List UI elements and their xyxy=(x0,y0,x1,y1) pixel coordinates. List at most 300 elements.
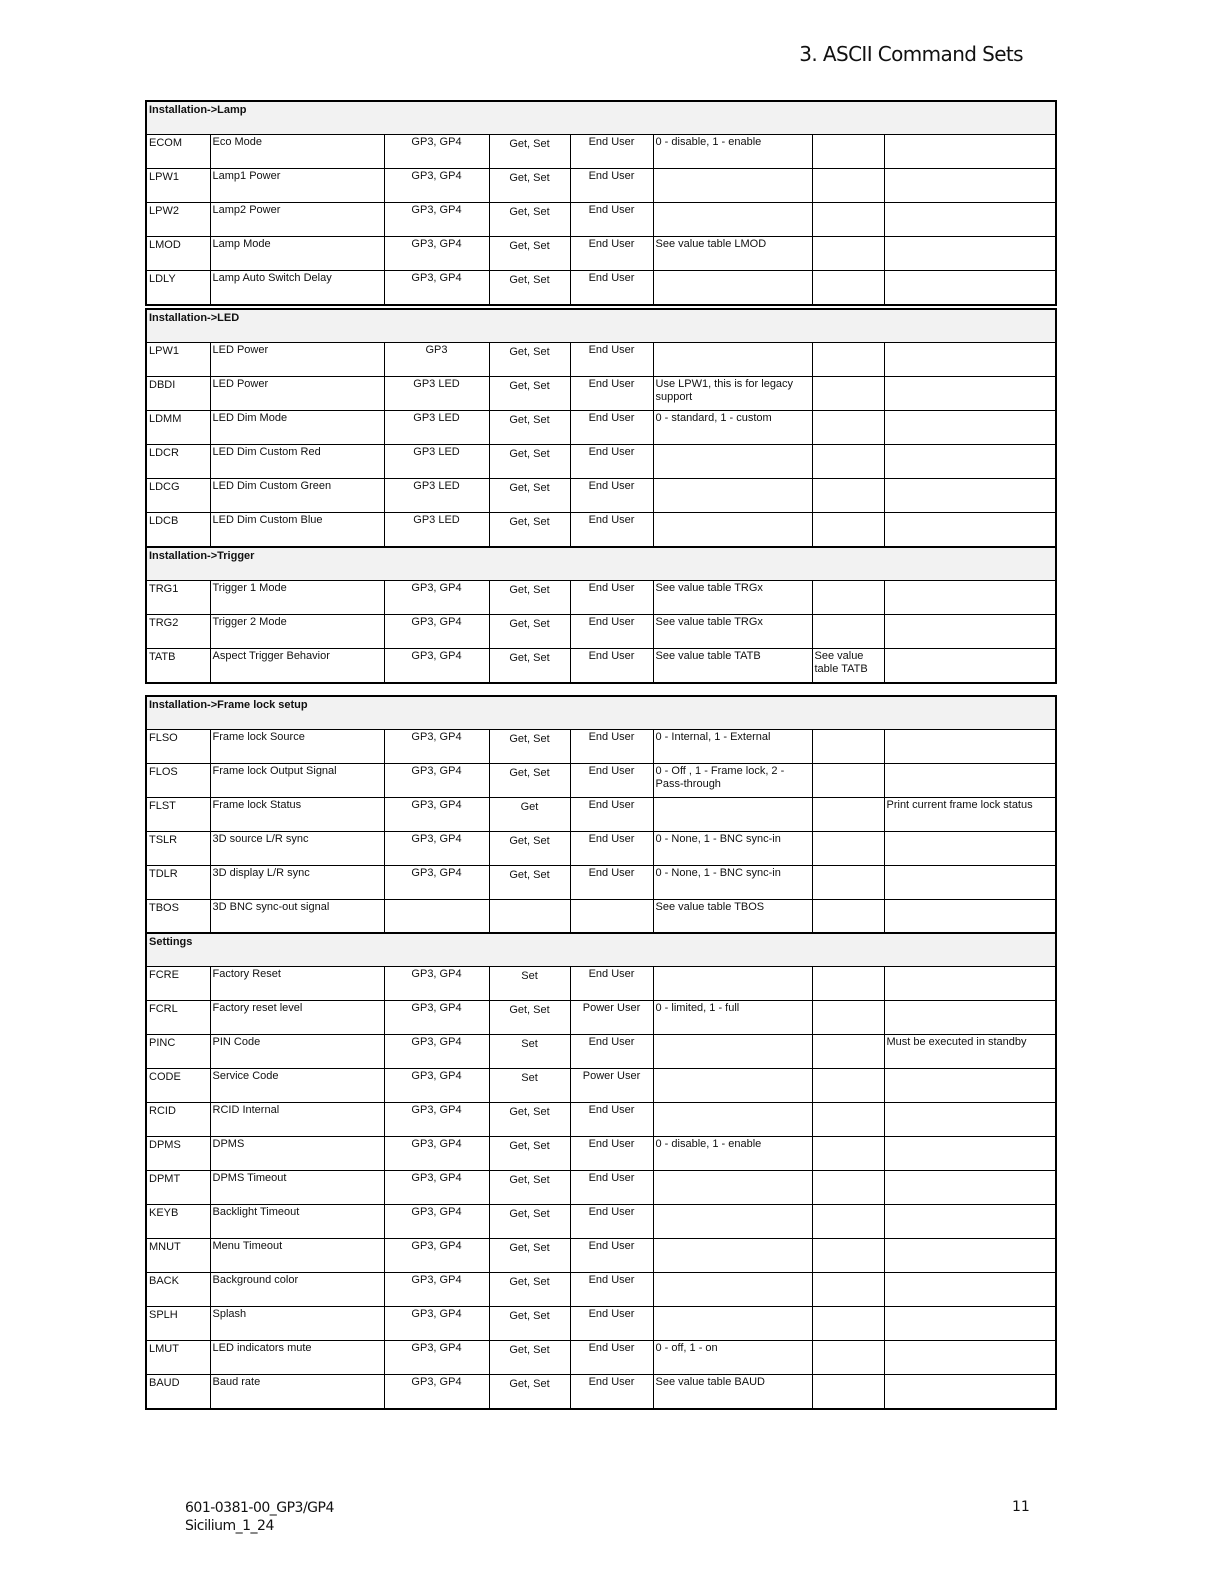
user-level-cell: End User xyxy=(570,343,653,377)
notes-cell: Print current frame lock status xyxy=(884,798,1056,832)
model-cell: GP3, GP4 xyxy=(384,1103,489,1137)
access-cell: Get xyxy=(489,798,570,832)
model-cell: GP3, GP4 xyxy=(384,1035,489,1069)
table-row xyxy=(146,1069,1056,1103)
values-cell xyxy=(653,1307,812,1341)
user-level-cell: End User xyxy=(570,479,653,513)
user-level-cell: End User xyxy=(570,581,653,615)
description-cell: LED Dim Custom Red xyxy=(210,445,384,479)
notes-cell xyxy=(884,967,1056,1001)
user-level-cell: End User xyxy=(570,411,653,445)
notes-cell xyxy=(884,479,1056,513)
access-cell: Get, Set xyxy=(489,1103,570,1137)
footer-page-number: 11 xyxy=(1012,1499,1030,1515)
table-row xyxy=(146,832,1056,866)
access-cell: Get, Set xyxy=(489,832,570,866)
command-code-cell: PINC xyxy=(146,1035,210,1069)
notes-cell xyxy=(884,615,1056,649)
description-cell: LED Dim Custom Green xyxy=(210,479,384,513)
command-section xyxy=(145,695,1056,935)
notes-cell: Must be executed in standby xyxy=(884,1035,1056,1069)
user-level-cell: End User xyxy=(570,798,653,832)
table-row xyxy=(146,1205,1056,1239)
user-level-cell: End User xyxy=(570,1035,653,1069)
description-cell: Backlight Timeout xyxy=(210,1205,384,1239)
values-cell xyxy=(653,1103,812,1137)
table-row xyxy=(146,1171,1056,1205)
command-table xyxy=(145,308,1057,548)
table-row xyxy=(146,411,1056,445)
values-cell xyxy=(653,1035,812,1069)
model-cell: GP3, GP4 xyxy=(384,649,489,684)
model-cell: GP3, GP4 xyxy=(384,866,489,900)
table-row xyxy=(146,798,1056,832)
description-cell: 3D BNC sync-out signal xyxy=(210,900,384,935)
description-cell: LED Power xyxy=(210,343,384,377)
section-title-row xyxy=(146,309,1056,343)
description-cell: Trigger 1 Mode xyxy=(210,581,384,615)
access-cell: Get, Set xyxy=(489,1375,570,1410)
command-table xyxy=(145,932,1057,1410)
access-cell: Set xyxy=(489,1035,570,1069)
user-level-cell: End User xyxy=(570,513,653,548)
range-cell xyxy=(812,615,884,649)
range-cell xyxy=(812,479,884,513)
command-code-cell: LPW1 xyxy=(146,343,210,377)
command-code-cell: FLOS xyxy=(146,764,210,798)
notes-cell xyxy=(884,1307,1056,1341)
user-level-cell: End User xyxy=(570,271,653,306)
description-cell: Factory reset level xyxy=(210,1001,384,1035)
notes-cell xyxy=(884,135,1056,169)
command-table xyxy=(145,546,1057,684)
section-title-row xyxy=(146,933,1056,967)
model-cell: GP3, GP4 xyxy=(384,1341,489,1375)
range-cell xyxy=(812,377,884,411)
notes-cell xyxy=(884,1137,1056,1171)
description-cell: Trigger 2 Mode xyxy=(210,615,384,649)
section-title: Installation->Lamp xyxy=(146,101,1056,135)
values-cell: 0 - Off , 1 - Frame lock, 2 - Pass-through xyxy=(653,764,812,798)
model-cell: GP3, GP4 xyxy=(384,1375,489,1410)
range-cell xyxy=(812,1035,884,1069)
description-cell: Frame lock Status xyxy=(210,798,384,832)
range-cell xyxy=(812,764,884,798)
description-cell: Factory Reset xyxy=(210,967,384,1001)
section-title-row xyxy=(146,547,1056,581)
description-cell: DPMS Timeout xyxy=(210,1171,384,1205)
range-cell xyxy=(812,343,884,377)
description-cell: Baud rate xyxy=(210,1375,384,1410)
access-cell: Get, Set xyxy=(489,513,570,548)
notes-cell xyxy=(884,730,1056,764)
range-cell xyxy=(812,1307,884,1341)
range-cell xyxy=(812,1341,884,1375)
user-level-cell: End User xyxy=(570,967,653,1001)
access-cell: Get, Set xyxy=(489,1341,570,1375)
model-cell: GP3, GP4 xyxy=(384,1239,489,1273)
model-cell: GP3, GP4 xyxy=(384,1137,489,1171)
range-cell xyxy=(812,513,884,548)
range-cell xyxy=(812,1001,884,1035)
values-cell: 0 - disable, 1 - enable xyxy=(653,1137,812,1171)
user-level-cell: End User xyxy=(570,377,653,411)
range-cell xyxy=(812,135,884,169)
table-row xyxy=(146,1273,1056,1307)
values-cell: See value table TBOS xyxy=(653,900,812,935)
model-cell: GP3 LED xyxy=(384,445,489,479)
model-cell: GP3, GP4 xyxy=(384,615,489,649)
model-cell: GP3, GP4 xyxy=(384,271,489,306)
command-code-cell: FLST xyxy=(146,798,210,832)
user-level-cell: Power User xyxy=(570,1069,653,1103)
table-row xyxy=(146,169,1056,203)
notes-cell xyxy=(884,581,1056,615)
access-cell: Get, Set xyxy=(489,1239,570,1273)
model-cell: GP3 LED xyxy=(384,411,489,445)
range-cell xyxy=(812,1273,884,1307)
command-code-cell: LMUT xyxy=(146,1341,210,1375)
values-cell xyxy=(653,479,812,513)
user-level-cell: End User xyxy=(570,764,653,798)
user-level-cell: End User xyxy=(570,445,653,479)
model-cell: GP3, GP4 xyxy=(384,798,489,832)
range-cell xyxy=(812,1137,884,1171)
values-cell: See value table LMOD xyxy=(653,237,812,271)
table-row xyxy=(146,649,1056,684)
command-code-cell: LDLY xyxy=(146,271,210,306)
model-cell: GP3, GP4 xyxy=(384,1069,489,1103)
access-cell: Get, Set xyxy=(489,1307,570,1341)
notes-cell xyxy=(884,1001,1056,1035)
command-code-cell: FCRL xyxy=(146,1001,210,1035)
access-cell: Set xyxy=(489,967,570,1001)
notes-cell xyxy=(884,832,1056,866)
user-level-cell: End User xyxy=(570,1307,653,1341)
notes-cell xyxy=(884,866,1056,900)
model-cell: GP3, GP4 xyxy=(384,237,489,271)
user-level-cell: End User xyxy=(570,1205,653,1239)
notes-cell xyxy=(884,1239,1056,1273)
values-cell: 0 - None, 1 - BNC sync-in xyxy=(653,866,812,900)
model-cell: GP3, GP4 xyxy=(384,1307,489,1341)
range-cell xyxy=(812,1171,884,1205)
description-cell: Service Code xyxy=(210,1069,384,1103)
model-cell: GP3, GP4 xyxy=(384,169,489,203)
user-level-cell: Power User xyxy=(570,1001,653,1035)
table-row xyxy=(146,1307,1056,1341)
table-row xyxy=(146,203,1056,237)
user-level-cell: End User xyxy=(570,1137,653,1171)
user-level-cell: End User xyxy=(570,1239,653,1273)
description-cell: Lamp Auto Switch Delay xyxy=(210,271,384,306)
access-cell: Get, Set xyxy=(489,1171,570,1205)
range-cell xyxy=(812,967,884,1001)
description-cell: Menu Timeout xyxy=(210,1239,384,1273)
command-code-cell: TATB xyxy=(146,649,210,684)
description-cell: Eco Mode xyxy=(210,135,384,169)
notes-cell xyxy=(884,513,1056,548)
table-row xyxy=(146,377,1056,411)
notes-cell xyxy=(884,411,1056,445)
values-cell xyxy=(653,1171,812,1205)
user-level-cell: End User xyxy=(570,832,653,866)
command-code-cell: LDMM xyxy=(146,411,210,445)
values-cell xyxy=(653,967,812,1001)
user-level-cell: End User xyxy=(570,615,653,649)
notes-cell xyxy=(884,343,1056,377)
section-title: Installation->Frame lock setup xyxy=(146,696,1056,730)
notes-cell xyxy=(884,1273,1056,1307)
access-cell: Get, Set xyxy=(489,730,570,764)
table-row xyxy=(146,764,1056,798)
user-level-cell: End User xyxy=(570,169,653,203)
access-cell: Get, Set xyxy=(489,343,570,377)
command-code-cell: LPW2 xyxy=(146,203,210,237)
access-cell xyxy=(489,900,570,935)
notes-cell xyxy=(884,900,1056,935)
model-cell: GP3, GP4 xyxy=(384,581,489,615)
values-cell: 0 - Internal, 1 - External xyxy=(653,730,812,764)
access-cell: Get, Set xyxy=(489,866,570,900)
values-cell: 0 - disable, 1 - enable xyxy=(653,135,812,169)
access-cell: Get, Set xyxy=(489,237,570,271)
command-section xyxy=(145,546,1056,684)
command-code-cell: DPMT xyxy=(146,1171,210,1205)
page-header-title: 3. ASCII Command Sets xyxy=(799,42,1023,66)
command-code-cell: LDCG xyxy=(146,479,210,513)
values-cell xyxy=(653,1273,812,1307)
table-row xyxy=(146,866,1056,900)
access-cell: Get, Set xyxy=(489,1273,570,1307)
access-cell: Get, Set xyxy=(489,135,570,169)
description-cell: Lamp2 Power xyxy=(210,203,384,237)
description-cell: LED Dim Custom Blue xyxy=(210,513,384,548)
model-cell: GP3, GP4 xyxy=(384,832,489,866)
range-cell xyxy=(812,169,884,203)
description-cell: RCID Internal xyxy=(210,1103,384,1137)
values-cell xyxy=(653,513,812,548)
user-level-cell: End User xyxy=(570,649,653,684)
description-cell: LED Dim Mode xyxy=(210,411,384,445)
description-cell: 3D source L/R sync xyxy=(210,832,384,866)
range-cell xyxy=(812,411,884,445)
range-cell: See value table TATB xyxy=(812,649,884,684)
table-row xyxy=(146,1375,1056,1410)
values-cell: See value table BAUD xyxy=(653,1375,812,1410)
command-code-cell: MNUT xyxy=(146,1239,210,1273)
table-row xyxy=(146,581,1056,615)
model-cell: GP3 LED xyxy=(384,513,489,548)
notes-cell xyxy=(884,271,1056,306)
access-cell: Get, Set xyxy=(489,377,570,411)
table-row xyxy=(146,900,1056,935)
range-cell xyxy=(812,730,884,764)
description-cell: PIN Code xyxy=(210,1035,384,1069)
model-cell: GP3, GP4 xyxy=(384,1205,489,1239)
command-code-cell: LDCB xyxy=(146,513,210,548)
table-row xyxy=(146,1035,1056,1069)
model-cell xyxy=(384,900,489,935)
model-cell: GP3 xyxy=(384,343,489,377)
command-code-cell: CODE xyxy=(146,1069,210,1103)
description-cell: Aspect Trigger Behavior xyxy=(210,649,384,684)
notes-cell xyxy=(884,1069,1056,1103)
notes-cell xyxy=(884,203,1056,237)
command-section xyxy=(145,100,1056,306)
description-cell: 3D display L/R sync xyxy=(210,866,384,900)
values-cell xyxy=(653,271,812,306)
command-table xyxy=(145,695,1057,935)
model-cell: GP3, GP4 xyxy=(384,1273,489,1307)
model-cell: GP3, GP4 xyxy=(384,967,489,1001)
values-cell xyxy=(653,203,812,237)
section-title: Installation->LED xyxy=(146,309,1056,343)
range-cell xyxy=(812,581,884,615)
values-cell xyxy=(653,169,812,203)
table-row xyxy=(146,1001,1056,1035)
table-row xyxy=(146,1239,1056,1273)
access-cell: Get, Set xyxy=(489,764,570,798)
values-cell: 0 - limited, 1 - full xyxy=(653,1001,812,1035)
command-code-cell: KEYB xyxy=(146,1205,210,1239)
footer-doc-info xyxy=(185,1499,334,1535)
command-code-cell: SPLH xyxy=(146,1307,210,1341)
access-cell: Set xyxy=(489,1069,570,1103)
description-cell: LED indicators mute xyxy=(210,1341,384,1375)
range-cell xyxy=(812,866,884,900)
range-cell xyxy=(812,798,884,832)
user-level-cell: End User xyxy=(570,237,653,271)
access-cell: Get, Set xyxy=(489,411,570,445)
notes-cell xyxy=(884,1103,1056,1137)
access-cell: Get, Set xyxy=(489,1205,570,1239)
access-cell: Get, Set xyxy=(489,1001,570,1035)
table-row xyxy=(146,615,1056,649)
values-cell xyxy=(653,343,812,377)
user-level-cell: End User xyxy=(570,1273,653,1307)
description-cell: Splash xyxy=(210,1307,384,1341)
footer-version: Sicilium_1_24 xyxy=(185,1518,274,1534)
notes-cell xyxy=(884,237,1056,271)
table-row xyxy=(146,1137,1056,1171)
values-cell: Use LPW1, this is for legacy support xyxy=(653,377,812,411)
range-cell xyxy=(812,203,884,237)
access-cell: Get, Set xyxy=(489,479,570,513)
table-row xyxy=(146,445,1056,479)
values-cell xyxy=(653,1069,812,1103)
user-level-cell: End User xyxy=(570,135,653,169)
values-cell xyxy=(653,798,812,832)
table-row xyxy=(146,1341,1056,1375)
values-cell xyxy=(653,1205,812,1239)
section-title: Settings xyxy=(146,933,1056,967)
command-code-cell: DBDI xyxy=(146,377,210,411)
table-row xyxy=(146,1103,1056,1137)
range-cell xyxy=(812,271,884,306)
description-cell: Lamp Mode xyxy=(210,237,384,271)
description-cell: Frame lock Source xyxy=(210,730,384,764)
notes-cell xyxy=(884,1341,1056,1375)
values-cell: See value table TRGx xyxy=(653,615,812,649)
range-cell xyxy=(812,1205,884,1239)
section-title-row xyxy=(146,696,1056,730)
command-code-cell: LDCR xyxy=(146,445,210,479)
model-cell: GP3, GP4 xyxy=(384,730,489,764)
command-code-cell: TRG2 xyxy=(146,615,210,649)
table-row xyxy=(146,967,1056,1001)
range-cell xyxy=(812,900,884,935)
user-level-cell: End User xyxy=(570,1103,653,1137)
description-cell: Background color xyxy=(210,1273,384,1307)
description-cell: Lamp1 Power xyxy=(210,169,384,203)
range-cell xyxy=(812,445,884,479)
values-cell: See value table TATB xyxy=(653,649,812,684)
section-title: Installation->Trigger xyxy=(146,547,1056,581)
notes-cell xyxy=(884,1171,1056,1205)
command-code-cell: TDLR xyxy=(146,866,210,900)
values-cell xyxy=(653,445,812,479)
model-cell: GP3 LED xyxy=(384,377,489,411)
access-cell: Get, Set xyxy=(489,169,570,203)
values-cell: See value table TRGx xyxy=(653,581,812,615)
notes-cell xyxy=(884,169,1056,203)
range-cell xyxy=(812,1375,884,1410)
user-level-cell: End User xyxy=(570,1341,653,1375)
values-cell: 0 - standard, 1 - custom xyxy=(653,411,812,445)
table-row xyxy=(146,479,1056,513)
table-row xyxy=(146,343,1056,377)
command-code-cell: RCID xyxy=(146,1103,210,1137)
range-cell xyxy=(812,832,884,866)
command-code-cell: FLSO xyxy=(146,730,210,764)
table-row xyxy=(146,730,1056,764)
range-cell xyxy=(812,237,884,271)
model-cell: GP3, GP4 xyxy=(384,135,489,169)
section-title-row xyxy=(146,101,1056,135)
notes-cell xyxy=(884,445,1056,479)
access-cell: Get, Set xyxy=(489,581,570,615)
range-cell xyxy=(812,1239,884,1273)
access-cell: Get, Set xyxy=(489,203,570,237)
user-level-cell xyxy=(570,900,653,935)
access-cell: Get, Set xyxy=(489,615,570,649)
values-cell: 0 - off, 1 - on xyxy=(653,1341,812,1375)
user-level-cell: End User xyxy=(570,866,653,900)
access-cell: Get, Set xyxy=(489,445,570,479)
command-section xyxy=(145,308,1056,548)
access-cell: Get, Set xyxy=(489,1137,570,1171)
values-cell xyxy=(653,1239,812,1273)
table-row xyxy=(146,271,1056,306)
description-cell: Frame lock Output Signal xyxy=(210,764,384,798)
table-row xyxy=(146,513,1056,548)
user-level-cell: End User xyxy=(570,1375,653,1410)
user-level-cell: End User xyxy=(570,1171,653,1205)
command-code-cell: TBOS xyxy=(146,900,210,935)
command-table xyxy=(145,100,1057,306)
command-code-cell: TRG1 xyxy=(146,581,210,615)
values-cell: 0 - None, 1 - BNC sync-in xyxy=(653,832,812,866)
command-code-cell: LMOD xyxy=(146,237,210,271)
range-cell xyxy=(812,1069,884,1103)
command-code-cell: LPW1 xyxy=(146,169,210,203)
command-code-cell: BACK xyxy=(146,1273,210,1307)
command-code-cell: DPMS xyxy=(146,1137,210,1171)
command-code-cell: ECOM xyxy=(146,135,210,169)
model-cell: GP3, GP4 xyxy=(384,1171,489,1205)
user-level-cell: End User xyxy=(570,730,653,764)
